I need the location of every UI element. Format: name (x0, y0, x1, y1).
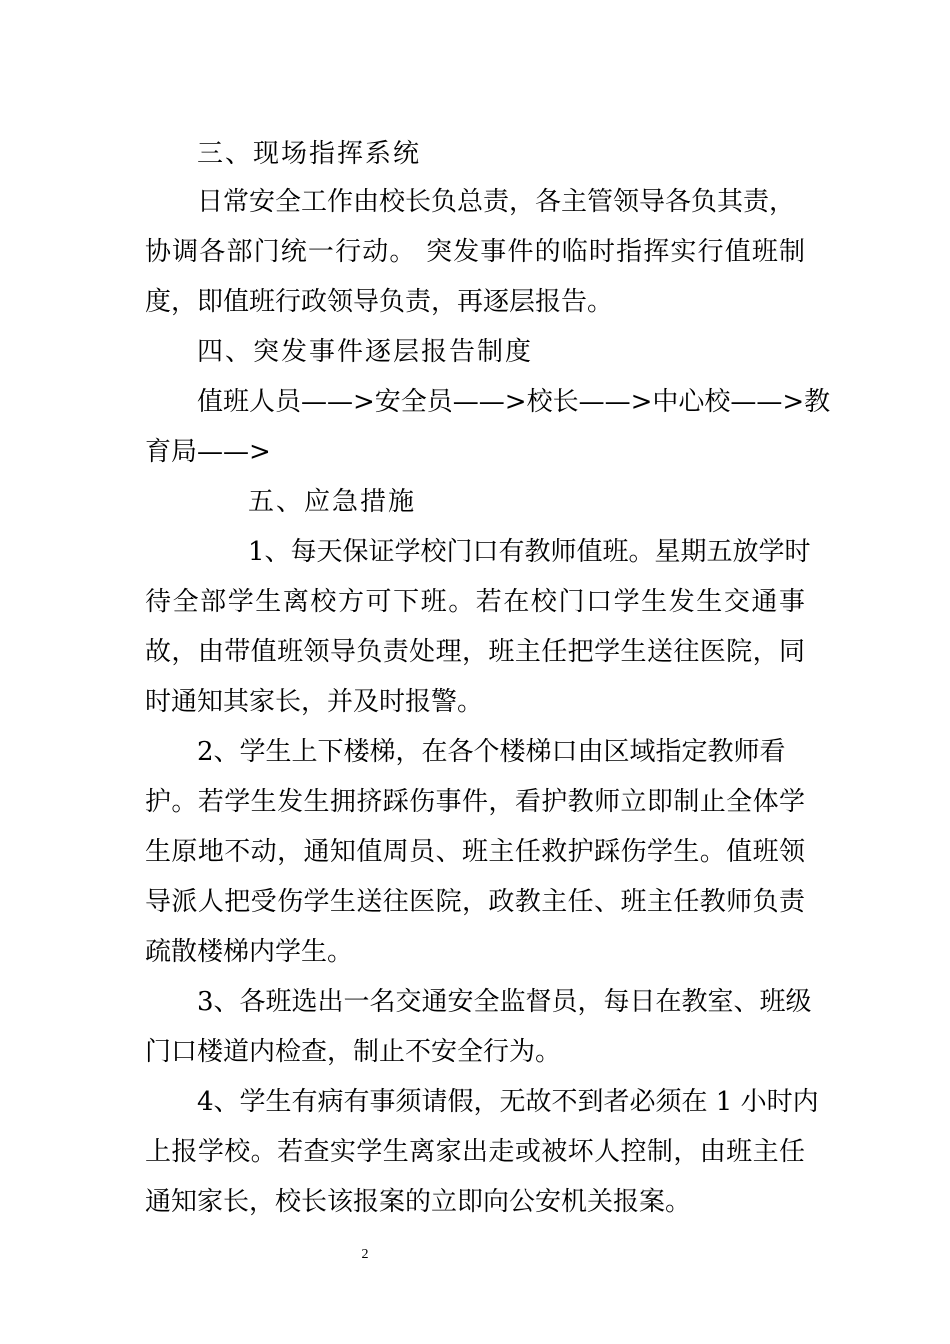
paragraph-line: 门口楼道内检查，制止不安全行为。 (145, 1037, 562, 1067)
section-heading-3: 三、现场指挥系统 (197, 139, 422, 169)
paragraph-line: 故，由带值班领导负责处理，班主任把学生送往医院，同 (145, 637, 805, 667)
paragraph-line: 生原地不动，通知值周员、班主任救护踩伤学生。值班领 (145, 837, 805, 867)
section-heading-5: 五、应急措施 (248, 487, 417, 517)
paragraph-line: 待全部学生离校方可下班。若在校门口学生发生交通事 (145, 587, 805, 617)
paragraph-line: 3、各班选出一名交通安全监督员，每日在教室、班级 (197, 987, 812, 1017)
paragraph-line: 日常安全工作由校长负总责，各主管领导各负其责， (197, 187, 796, 217)
page-number: 2 (361, 1247, 369, 1262)
paragraph-line: 通知家长，校长该报案的立即向公安机关报案。 (145, 1187, 692, 1217)
paragraph-line: 上报学校。若查实学生离家出走或被坏人控制，由班主任 (145, 1137, 805, 1167)
paragraph-line: 导派人把受伤学生送往医院，政教主任、班主任教师负责 (145, 887, 805, 917)
paragraph-line: 协调各部门统一行动。 突发事件的临时指挥实行值班制 (145, 237, 805, 267)
paragraph-line: 1、每天保证学校门口有教师值班。星期五放学时 (248, 537, 811, 567)
section-heading-4: 四、突发事件逐层报告制度 (197, 337, 534, 367)
paragraph-line: 2、学生上下楼梯，在各个楼梯口由区域指定教师看 (197, 737, 786, 767)
paragraph-line: 护。若学生发生拥挤踩伤事件，看护教师立即制止全体学 (145, 787, 805, 817)
paragraph-line: 疏散楼梯内学生。 (145, 937, 354, 967)
paragraph-line: 时通知其家长，并及时报警。 (145, 687, 484, 717)
paragraph-line: 4、学生有病有事须请假，无故不到者必须在 1 小时内 (197, 1087, 819, 1117)
paragraph-line: 度，即值班行政领导负责，再逐层报告。 (145, 287, 614, 317)
report-chain-line: 育局——> (145, 437, 271, 467)
report-chain-line: 值班人员——>安全员——>校长——>中心校——>教 (197, 387, 831, 417)
